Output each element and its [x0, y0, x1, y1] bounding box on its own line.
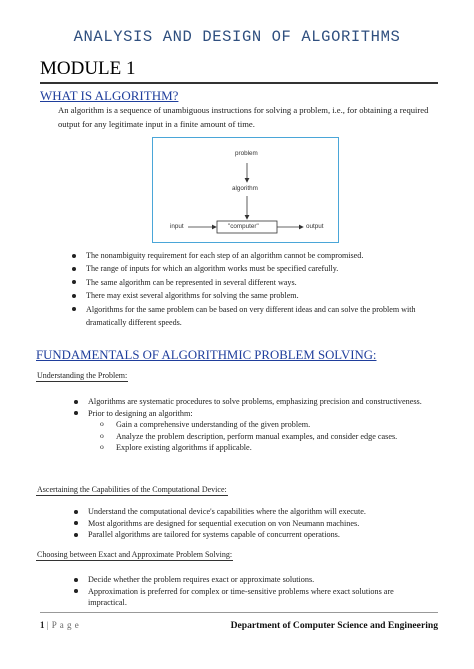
subheading-exact-approximate: Choosing between Exact and Approximate Problem Solving:	[37, 550, 233, 559]
list-item: Algorithms are systematic procedures to solve problems, emphasizing precision and constructiveness.	[74, 396, 426, 408]
intro-paragraph: An algorithm is a sequence of unambiguous instructions for solving a problem, i.e., for obtaining a required output for any legitimate input in a finite amount of time.	[58, 105, 429, 129]
exact-approximate-list	[74, 574, 426, 609]
list-item: Understand the computational device's capabilities where the algorithm will execute.	[74, 506, 426, 518]
list-item: There may exist several algorithms for solving the same problem.	[72, 289, 442, 302]
computational-device-list	[74, 506, 426, 541]
sublist-item: o Analyze the problem description, perform manual examples, and consider edge cases.	[88, 431, 426, 443]
diagram-label-computer: "computer"	[228, 223, 259, 230]
list-item: Approximation is preferred for complex or time-sensitive problems where exact solutions are impractical.	[74, 586, 426, 609]
list-item: Most algorithms are designed for sequential execution on von Neumann machines.	[74, 518, 426, 530]
list-item: Parallel algorithms are tailored for systems capable of concurrent operations.	[74, 529, 426, 541]
list-item: Decide whether the problem requires exact or approximate solutions.	[74, 574, 426, 586]
diagram-label-output: output	[306, 223, 324, 230]
list-item-text: Prior to designing an algorithm:	[88, 408, 193, 418]
list-item	[74, 408, 426, 454]
module-title: MODULE 1	[40, 58, 136, 79]
footer-divider	[40, 612, 438, 613]
sublist-item: o Explore existing algorithms if applicable.	[88, 442, 426, 454]
section-heading-fundamentals: FUNDAMENTALS OF ALGORITHMIC PROBLEM SOLVING:	[36, 348, 377, 362]
understanding-problem-list	[74, 396, 426, 454]
subheading-understanding-problem: Understanding the Problem:	[37, 371, 128, 380]
list-item: The same algorithm can be represented in several different ways.	[72, 276, 442, 289]
module-divider	[40, 82, 438, 84]
diagram-label-input: input	[170, 223, 184, 230]
list-item: Algorithms for the same problem can be based on very different ideas and can solve the problem with dramatically different speeds.	[72, 303, 442, 330]
subheading-computational-device: Ascertaining the Capabilities of the Computational Device:	[37, 485, 227, 494]
diagram-label-problem: problem	[235, 150, 258, 157]
page-label: | P a g e	[46, 620, 80, 630]
list-item: The nonambiguity requirement for each step of an algorithm cannot be compromised.	[72, 249, 442, 262]
page-number: 1	[40, 620, 45, 630]
document-title: ANALYSIS AND DESIGN OF ALGORITHMS	[73, 28, 401, 46]
sublist-item: o Gain a comprehensive understanding of the given problem.	[88, 419, 426, 431]
diagram-label-algorithm: algorithm	[232, 185, 258, 192]
section-heading-what-is-algorithm: WHAT IS ALGORITHM?	[40, 88, 179, 103]
algorithm-properties-list	[72, 249, 442, 329]
footer-page-number	[40, 620, 79, 630]
algorithm-diagram	[152, 137, 339, 243]
prior-to-design-sublist	[88, 419, 426, 454]
footer-department: Department of Computer Science and Engineering	[230, 620, 438, 631]
list-item: The range of inputs for which an algorithm works must be specified carefully.	[72, 262, 442, 275]
